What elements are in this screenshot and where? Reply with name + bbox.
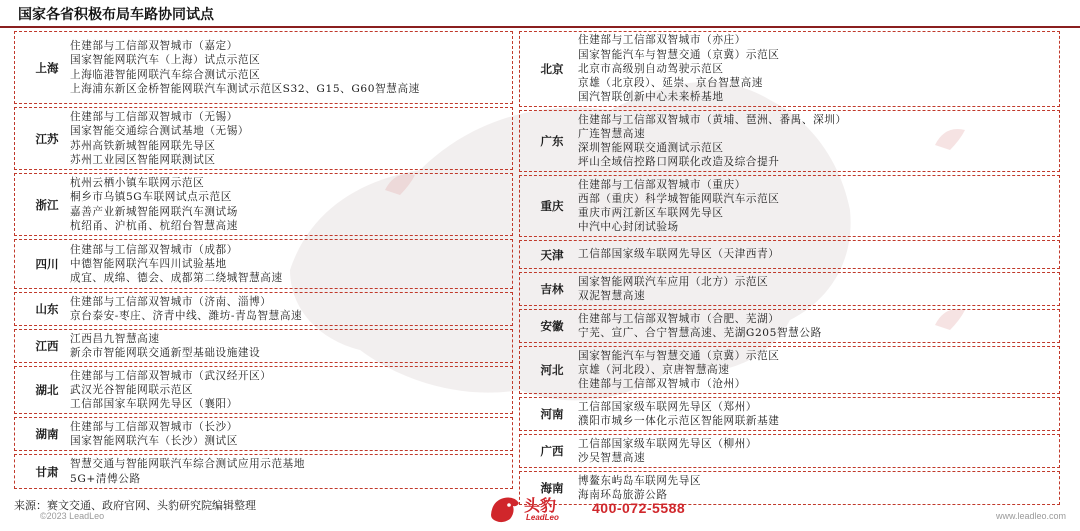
pilot-item: 住建部与工信部双智城市（济南、淄博） xyxy=(70,295,272,308)
logo-english-text: LeadLeo xyxy=(526,513,559,522)
province-label: 山东 xyxy=(35,302,59,316)
pilot-item: 西部（重庆）科学城智能网联汽车示范区 xyxy=(578,192,780,205)
province-block-hunan xyxy=(14,417,513,451)
pilot-item: 住建部与工信部双智城市（合肥、芜湖） xyxy=(578,312,780,325)
pilot-item: 国家智能汽车与智慧交通（京冀）示范区 xyxy=(578,349,780,362)
province-block-jilin xyxy=(519,272,1060,306)
pilot-item: 住建部与工信部双智城市（成都） xyxy=(70,243,238,256)
province-label: 重庆 xyxy=(540,199,564,213)
pilot-item: 博鳌东屿岛车联网先导区 xyxy=(578,474,702,487)
pilot-item: 国家智能网联汽车（上海）试点示范区 xyxy=(70,54,261,67)
pilot-item: 国家智能交通综合测试基地（无锡） xyxy=(70,125,250,138)
pilot-item: 成宜、成绵、德会、成都第二绕城智慧高速 xyxy=(70,272,283,285)
pilot-item: 住建部与工信部双智城市（长沙） xyxy=(70,420,238,433)
province-block-sichuan xyxy=(14,239,513,289)
pilot-item: 国家智能网联汽车（长沙）测试区 xyxy=(70,435,238,447)
province-block-tianjin xyxy=(519,240,1060,269)
pilot-item: 国家智能网联汽车应用（北方）示范区 xyxy=(578,275,769,288)
pilot-item: 杭州云栖小镇车联网示范区 xyxy=(70,177,205,190)
pilot-item: 住建部与工信部双智城市（无锡） xyxy=(70,111,238,124)
website: www.leadleo.com xyxy=(995,511,1066,521)
province-label: 河南 xyxy=(540,407,564,421)
pilot-item: 坪山全域信控路口网联化改造及综合提升 xyxy=(578,156,780,169)
pilot-item: 上海浦东新区金桥智能网联汽车测试示范区S32、G15、G60智慧高速 xyxy=(70,82,420,95)
province-block-gansu xyxy=(14,454,513,489)
copyright: ©2023 LeadLeo xyxy=(40,511,105,521)
province-label: 海南 xyxy=(540,481,564,495)
pilot-item: 江西昌九智慧高速 xyxy=(70,332,160,345)
province-label: 江西 xyxy=(35,339,59,353)
province-label: 江苏 xyxy=(35,131,59,146)
pilot-item: 智慧交通与智能网联汽车综合测试应用示范基地 xyxy=(70,458,306,471)
pilot-item: 住建部与工信部双智城市（黄埔、琶洲、番禺、深圳） xyxy=(578,113,847,126)
province-block-chongqing xyxy=(519,175,1060,237)
phone-number: 400-072-5588 xyxy=(592,500,686,516)
province-label: 湖南 xyxy=(35,427,59,441)
pilot-item: 宁芜、宣广、合宁智慧高速、芜湖G205智慧公路 xyxy=(578,327,822,339)
pilot-item: 海南环岛旅游公路 xyxy=(578,489,668,501)
title-bar xyxy=(0,0,1080,28)
pilot-item: 沙吴智慧高速 xyxy=(578,452,646,464)
pilot-item: 5G+清傅公路 xyxy=(70,472,141,485)
province-label: 甘肃 xyxy=(35,464,59,479)
province-block-beijing xyxy=(519,31,1060,107)
pilot-item: 深圳智能网联交通测试示范区 xyxy=(578,142,724,154)
pilot-item: 中德智能网联汽车四川试验基地 xyxy=(70,257,227,270)
source-note: 来源：赛文交通、政府官网、头豹研究院编辑整理 xyxy=(14,499,256,512)
pilot-item: 杭绍甬、沪杭甬、杭绍台智慧高速 xyxy=(70,219,238,232)
leopard-head-icon xyxy=(488,493,522,525)
pilot-item: 双泥智慧高速 xyxy=(578,290,646,302)
pilot-item: 工信部国家车联网先导区（襄阳） xyxy=(70,398,238,411)
province-block-guangdong xyxy=(519,110,1060,172)
pilot-item: 国家智能汽车与智慧交通（京冀）示范区 xyxy=(578,48,780,61)
pilot-item: 武汉光谷智能网联示范区 xyxy=(70,383,194,396)
pilot-item: 京台泰安-枣庄、济青中线、潍坊-青岛智慧高速 xyxy=(70,310,303,322)
province-block-jiangsu xyxy=(14,107,513,170)
logo-chinese-text: 头豹 xyxy=(524,496,557,515)
pilot-item: 住建部与工信部双智城市（重庆） xyxy=(578,178,746,191)
pilot-item: 中汽中心封闭试验场 xyxy=(578,221,679,234)
province-label: 广西 xyxy=(540,444,564,458)
pilot-item: 工信部国家级车联网先导区（天津西青） xyxy=(578,248,780,261)
pilot-item: 京雄（河北段）、京唐智慧高速 xyxy=(578,363,730,376)
pilot-item: 工信部国家级车联网先导区（郑州） xyxy=(578,400,758,413)
pilot-item: 上海临港智能网联汽车综合测试示范区 xyxy=(70,68,261,81)
province-label: 浙江 xyxy=(35,197,59,212)
province-block-shanghai xyxy=(14,31,513,104)
province-block-zhejiang xyxy=(14,173,513,236)
province-block-hubei xyxy=(14,366,513,414)
province-label: 四川 xyxy=(35,257,59,271)
province-block-anhui xyxy=(519,309,1060,343)
province-label: 河北 xyxy=(540,363,564,377)
province-label: 吉林 xyxy=(540,282,564,296)
page-title: 国家各省积极布局车路协同试点 xyxy=(18,7,214,23)
pilot-item: 国汽智联创新中心未来桥基地 xyxy=(578,91,724,104)
pilot-item: 北京市高级别自动驾驶示范区 xyxy=(578,62,724,75)
pilot-item: 桐乡市乌镇5G车联网试点示范区 xyxy=(70,191,232,204)
pilot-item: 新余市智能网联交通新型基础设施建设 xyxy=(70,347,261,359)
pilot-item: 重庆市两江新区车联网先导区 xyxy=(578,207,724,219)
pilot-item: 住建部与工信部双智城市（嘉定） xyxy=(70,40,238,53)
pilot-item: 工信部国家级车联网先导区（柳州） xyxy=(578,437,758,450)
pilot-item: 苏州工业园区智能网联测试区 xyxy=(70,153,216,166)
pilot-item: 濮阳市城乡一体化示范区智能网联新基建 xyxy=(578,415,780,427)
province-label: 广东 xyxy=(540,134,564,148)
province-label: 天津 xyxy=(540,247,564,262)
pilot-item: 住建部与工信部双智城市（武汉经开区） xyxy=(70,369,272,382)
province-block-jiangxi xyxy=(14,329,513,363)
province-label: 上海 xyxy=(35,60,59,75)
province-label: 湖北 xyxy=(35,383,59,397)
pilot-item: 广连智慧高速 xyxy=(578,127,646,140)
province-block-guangxi xyxy=(519,434,1060,468)
province-block-shandong xyxy=(14,292,513,326)
pilot-item: 住建部与工信部双智城市（亦庄） xyxy=(578,34,746,47)
pilot-item: 嘉善产业新城智能网联汽车测试场 xyxy=(70,205,238,218)
pilot-item: 住建部与工信部双智城市（沧州） xyxy=(578,378,746,391)
province-label: 安徽 xyxy=(540,319,564,333)
leadleo-logo xyxy=(488,491,584,527)
pilot-item: 京雄（北京段）、延崇、京台智慧高速 xyxy=(578,77,763,90)
province-block-hebei xyxy=(519,346,1060,394)
province-block-henan xyxy=(519,397,1060,431)
pilot-item: 苏州高铁新城智能网联先导区 xyxy=(70,139,216,152)
province-label: 北京 xyxy=(540,62,564,76)
